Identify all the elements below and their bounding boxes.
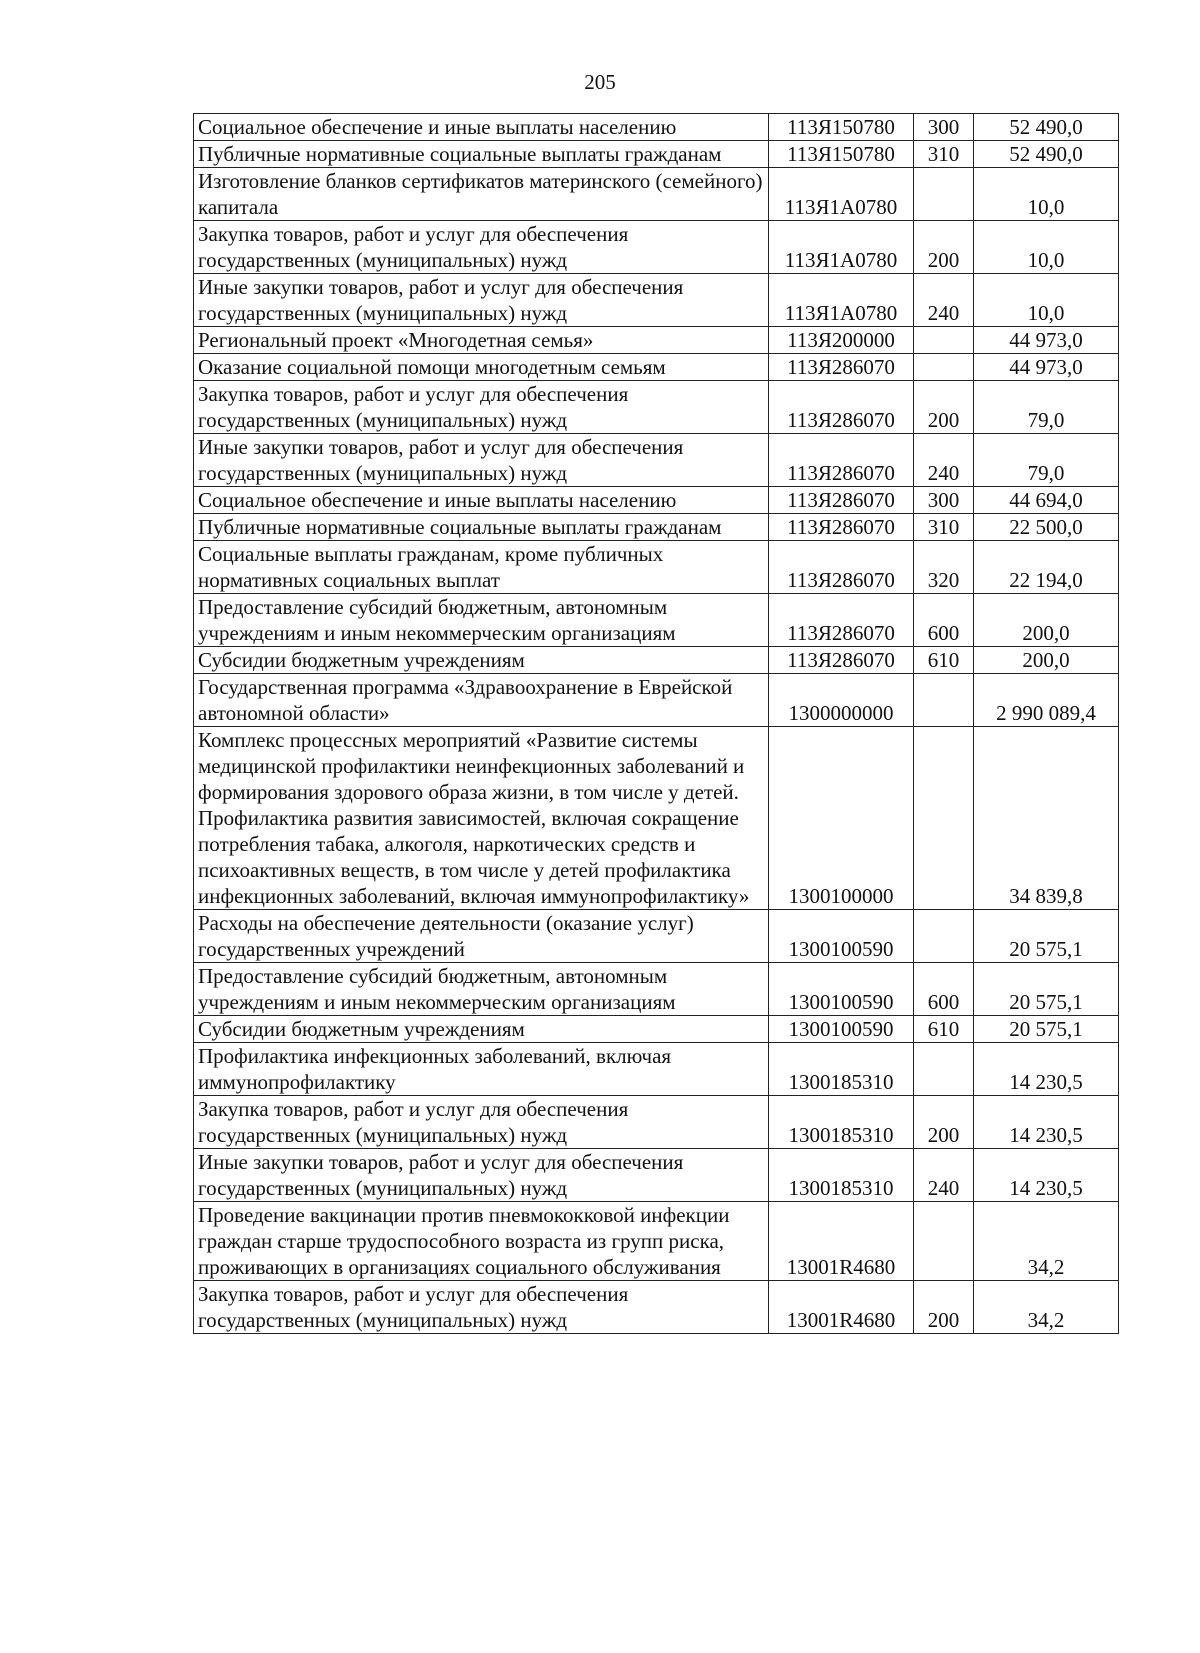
table-row	[194, 514, 1119, 541]
target-code-cell: 113Я286070	[769, 647, 914, 674]
target-code-cell: 113Я286070	[769, 594, 914, 647]
expense-name-cell: Проведение вакцинации против пневмококковой инфекции граждан старше трудоспособного возраста из групп риска, проживающих в организациях социального обслуживания	[194, 1202, 769, 1281]
table-row	[194, 1016, 1119, 1043]
table-row	[194, 1043, 1119, 1096]
target-code-cell: 113Я1А0780	[769, 168, 914, 221]
table-row	[194, 674, 1119, 727]
expense-type-cell	[914, 910, 974, 963]
expense-type-cell: 600	[914, 594, 974, 647]
target-code-cell: 13001R4680	[769, 1202, 914, 1281]
expense-type-cell: 200	[914, 381, 974, 434]
target-code-cell: 113Я286070	[769, 434, 914, 487]
target-code-cell: 1300100590	[769, 963, 914, 1016]
expense-name-cell: Комплекс процессных мероприятий «Развитие системы медицинской профилактики неинфекционных заболеваний и формирования здорового образа жизни, в том числе у детей. Профилактика развития зависимостей, включая сокращение потребления табака, алкоголя, наркотических средств и психоактивных веществ, в том числе у детей профилактика инфекционных заболеваний, включая иммунопрофилактику»	[194, 727, 769, 910]
expense-type-cell: 200	[914, 1281, 974, 1334]
expense-type-cell: 240	[914, 1149, 974, 1202]
expense-name-cell: Социальные выплаты гражданам, кроме публичных нормативных социальных выплат	[194, 541, 769, 594]
expense-type-cell: 310	[914, 514, 974, 541]
amount-cell: 34,2	[974, 1281, 1119, 1334]
amount-cell: 79,0	[974, 434, 1119, 487]
expense-type-cell: 600	[914, 963, 974, 1016]
target-code-cell: 1300185310	[769, 1096, 914, 1149]
expense-name-cell: Социальное обеспечение и иные выплаты населению	[194, 487, 769, 514]
table-row	[194, 727, 1119, 910]
expense-type-cell	[914, 354, 974, 381]
amount-cell: 79,0	[974, 381, 1119, 434]
amount-cell: 44 973,0	[974, 354, 1119, 381]
table-row	[194, 963, 1119, 1016]
expense-type-cell: 310	[914, 141, 974, 168]
expense-type-cell	[914, 674, 974, 727]
expense-name-cell: Публичные нормативные социальные выплаты гражданам	[194, 514, 769, 541]
budget-table-body	[194, 114, 1119, 1334]
expense-name-cell: Профилактика инфекционных заболеваний, включая иммунопрофилактику	[194, 1043, 769, 1096]
table-row	[194, 1202, 1119, 1281]
target-code-cell: 13001R4680	[769, 1281, 914, 1334]
target-code-cell: 1300185310	[769, 1149, 914, 1202]
table-row	[194, 327, 1119, 354]
expense-name-cell: Иные закупки товаров, работ и услуг для обеспечения государственных (муниципальных) нужд	[194, 1149, 769, 1202]
amount-cell: 14 230,5	[974, 1043, 1119, 1096]
table-row	[194, 647, 1119, 674]
expense-type-cell	[914, 168, 974, 221]
budget-table	[193, 113, 1119, 1334]
expense-type-cell	[914, 1202, 974, 1281]
amount-cell: 34 839,8	[974, 727, 1119, 910]
table-row	[194, 1096, 1119, 1149]
amount-cell: 52 490,0	[974, 114, 1119, 141]
expense-name-cell: Предоставление субсидий бюджетным, автономным учреждениям и иным некоммерческим организациям	[194, 594, 769, 647]
target-code-cell: 1300100590	[769, 910, 914, 963]
table-row	[194, 910, 1119, 963]
expense-type-cell	[914, 327, 974, 354]
table-row	[194, 434, 1119, 487]
expense-name-cell: Закупка товаров, работ и услуг для обеспечения государственных (муниципальных) нужд	[194, 1096, 769, 1149]
target-code-cell: 113Я200000	[769, 327, 914, 354]
target-code-cell: 113Я150780	[769, 141, 914, 168]
amount-cell: 10,0	[974, 168, 1119, 221]
target-code-cell: 113Я1А0780	[769, 274, 914, 327]
expense-type-cell: 200	[914, 221, 974, 274]
amount-cell: 44 973,0	[974, 327, 1119, 354]
amount-cell: 22 194,0	[974, 541, 1119, 594]
amount-cell: 20 575,1	[974, 910, 1119, 963]
expense-name-cell: Социальное обеспечение и иные выплаты населению	[194, 114, 769, 141]
expense-type-cell: 300	[914, 114, 974, 141]
target-code-cell: 1300100000	[769, 727, 914, 910]
target-code-cell: 113Я286070	[769, 354, 914, 381]
amount-cell: 44 694,0	[974, 487, 1119, 514]
expense-name-cell: Закупка товаров, работ и услуг для обеспечения государственных (муниципальных) нужд	[194, 221, 769, 274]
amount-cell: 52 490,0	[974, 141, 1119, 168]
amount-cell: 200,0	[974, 647, 1119, 674]
amount-cell: 14 230,5	[974, 1096, 1119, 1149]
expense-type-cell: 300	[914, 487, 974, 514]
expense-type-cell: 610	[914, 647, 974, 674]
amount-cell: 22 500,0	[974, 514, 1119, 541]
amount-cell: 200,0	[974, 594, 1119, 647]
expense-name-cell: Иные закупки товаров, работ и услуг для обеспечения государственных (муниципальных) нужд	[194, 434, 769, 487]
target-code-cell: 113Я1А0780	[769, 221, 914, 274]
amount-cell: 10,0	[974, 274, 1119, 327]
expense-type-cell: 610	[914, 1016, 974, 1043]
table-row	[194, 487, 1119, 514]
expense-type-cell: 240	[914, 274, 974, 327]
expense-type-cell	[914, 1043, 974, 1096]
amount-cell: 20 575,1	[974, 1016, 1119, 1043]
target-code-cell: 1300185310	[769, 1043, 914, 1096]
amount-cell: 10,0	[974, 221, 1119, 274]
expense-name-cell: Предоставление субсидий бюджетным, автономным учреждениям и иным некоммерческим организациям	[194, 963, 769, 1016]
target-code-cell: 113Я286070	[769, 381, 914, 434]
amount-cell: 14 230,5	[974, 1149, 1119, 1202]
table-row	[194, 1281, 1119, 1334]
expense-type-cell: 320	[914, 541, 974, 594]
amount-cell: 2 990 089,4	[974, 674, 1119, 727]
expense-name-cell: Субсидии бюджетным учреждениям	[194, 647, 769, 674]
expense-name-cell: Иные закупки товаров, работ и услуг для обеспечения государственных (муниципальных) нужд	[194, 274, 769, 327]
expense-type-cell: 200	[914, 1096, 974, 1149]
table-row	[194, 594, 1119, 647]
page-number: 205	[584, 70, 616, 94]
target-code-cell: 113Я286070	[769, 541, 914, 594]
expense-name-cell: Изготовление бланков сертификатов материнского (семейного) капитала	[194, 168, 769, 221]
expense-type-cell: 240	[914, 434, 974, 487]
table-row	[194, 168, 1119, 221]
table-row	[194, 114, 1119, 141]
table-row	[194, 274, 1119, 327]
expense-name-cell: Оказание социальной помощи многодетным семьям	[194, 354, 769, 381]
expense-name-cell: Государственная программа «Здравоохранение в Еврейской автономной области»	[194, 674, 769, 727]
table-row	[194, 221, 1119, 274]
table-row	[194, 541, 1119, 594]
target-code-cell: 1300000000	[769, 674, 914, 727]
table-row	[194, 1149, 1119, 1202]
expense-name-cell: Закупка товаров, работ и услуг для обеспечения государственных (муниципальных) нужд	[194, 381, 769, 434]
target-code-cell: 1300100590	[769, 1016, 914, 1043]
target-code-cell: 113Я286070	[769, 514, 914, 541]
expense-name-cell: Публичные нормативные социальные выплаты гражданам	[194, 141, 769, 168]
table-row	[194, 381, 1119, 434]
table-row	[194, 141, 1119, 168]
expense-name-cell: Субсидии бюджетным учреждениям	[194, 1016, 769, 1043]
amount-cell: 20 575,1	[974, 963, 1119, 1016]
expense-name-cell: Закупка товаров, работ и услуг для обеспечения государственных (муниципальных) нужд	[194, 1281, 769, 1334]
expense-name-cell: Расходы на обеспечение деятельности (оказание услуг) государственных учреждений	[194, 910, 769, 963]
expense-name-cell: Региональный проект «Многодетная семья»	[194, 327, 769, 354]
expense-type-cell	[914, 727, 974, 910]
target-code-cell: 113Я286070	[769, 487, 914, 514]
table-row	[194, 354, 1119, 381]
amount-cell: 34,2	[974, 1202, 1119, 1281]
target-code-cell: 113Я150780	[769, 114, 914, 141]
